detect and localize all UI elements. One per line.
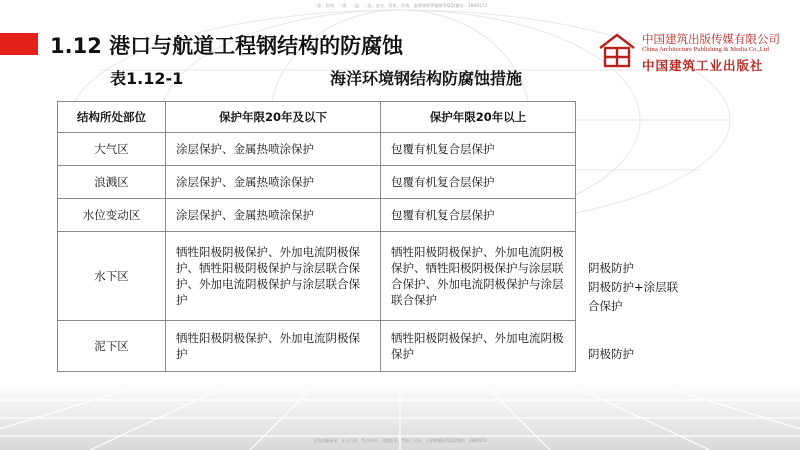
cell-le20: 牺牲阳极阴极保护、外加电流阴极保护 (166, 321, 381, 372)
cell-zone: 水下区 (58, 232, 166, 321)
cell-zone: 水位变动区 (58, 199, 166, 232)
logo-name-cn: 中国建筑出版传媒有限公司 (642, 32, 780, 46)
cell-le20: 涂层保护、金属热喷涂保护 (166, 133, 381, 166)
cell-gt20: 牺牲阳极阴极保护、外加电流阴极保护 (381, 321, 576, 372)
cell-gt20: 牺牲阳极阴极保护、外加电流阴极保护、牺牲阳极阴极保护与涂层联合保护、外加电流阴极保护与涂层联合保护 (381, 232, 576, 321)
side-note-mud: 阴极防护 (588, 347, 634, 361)
table-header-row (58, 102, 576, 133)
publisher-logo-icon (596, 30, 638, 72)
header-zone: 结构所处部位 (58, 102, 166, 133)
cell-le20: 牺牲阳极阴极保护、外加电流阴极保护、牺牲阳极阴极保护与涂层联合保护、外加电流阴极保护与涂层联合保护 (166, 232, 381, 321)
publisher-logo (596, 30, 792, 74)
cell-gt20: 包覆有机复合层保护 (381, 199, 576, 232)
cell-le20: 涂层保护、金属热喷涂保护 (166, 166, 381, 199)
cell-gt20: 包覆有机复合层保护 (381, 166, 576, 199)
header-gt20: 保护年限20年以上 (381, 102, 576, 133)
table-caption: 海洋环境钢结构防腐蚀措施 (330, 69, 523, 88)
logo-name-calligraphy: 中国建筑工业出版社 (642, 58, 764, 73)
side-note-underwater (588, 259, 678, 316)
accent-bar (0, 33, 38, 55)
table-row (58, 321, 576, 372)
side-note-line: 阴极防护 (588, 261, 634, 275)
cell-le20: 涂层保护、金属热喷涂保护 (166, 199, 381, 232)
cell-gt20: 包覆有机复合层保护 (381, 133, 576, 166)
header-le20: 保护年限20年及以下 (166, 102, 381, 133)
top-notice: 二建、监理、一建、一造、二造、安全、消防、咨询、监理课程押题联系QQ/微信：3849173 (312, 3, 488, 8)
cell-zone: 浪溅区 (58, 166, 166, 199)
cell-zone: 泥下区 (58, 321, 166, 372)
table-row (58, 166, 576, 199)
page-title: 1.12 港口与航道工程钢结构的防腐蚀 (50, 34, 404, 58)
side-note-line: 阴极防护+涂层联 (588, 280, 679, 294)
protection-measures-table (57, 101, 576, 372)
bottom-notice: 在线直播辅导、未全内训、考点串讲、习题精讲、考前三页纸、全部押题联系QQ/微信：3849173 (313, 438, 487, 443)
logo-name-en: China Architecture Publishing & Media Co.,Ltd (642, 46, 769, 53)
cell-zone: 大气区 (58, 133, 166, 166)
table-row (58, 199, 576, 232)
table-row (58, 232, 576, 321)
side-note-line: 合保护 (588, 299, 623, 313)
table-row (58, 133, 576, 166)
table-number: 表1.12-1 (110, 69, 184, 88)
